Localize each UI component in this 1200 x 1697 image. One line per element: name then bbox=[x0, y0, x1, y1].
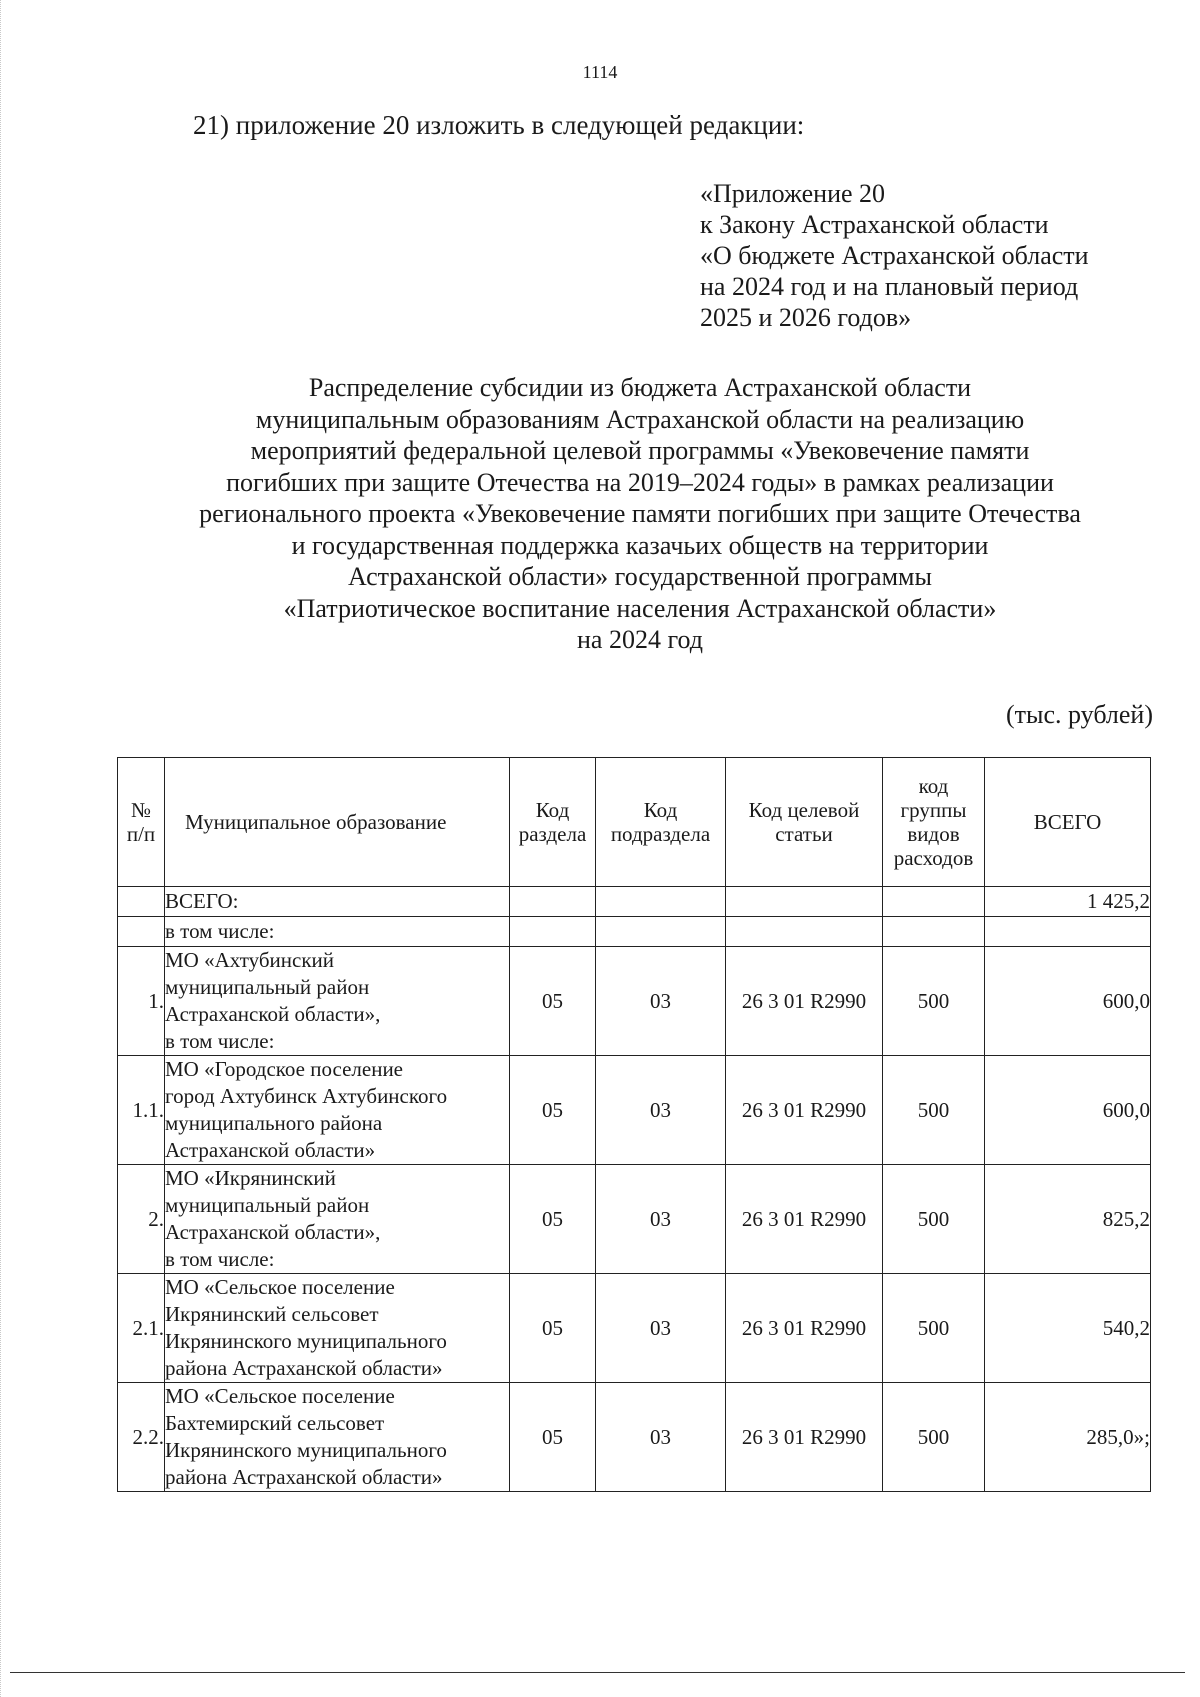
row-number: 2.1. bbox=[118, 1274, 165, 1383]
table-cell bbox=[883, 917, 985, 947]
header-num-line: № bbox=[130, 798, 152, 822]
target-code: 26 3 01 R2990 bbox=[726, 1165, 883, 1274]
table-row bbox=[118, 947, 1151, 1056]
name-line: района Астраханской области» bbox=[165, 1356, 443, 1380]
table-cell bbox=[510, 917, 596, 947]
name-line: Бахтемирский сельсовет bbox=[165, 1411, 385, 1435]
appendix-line: «О бюджете Астраханской области bbox=[700, 241, 1089, 270]
municipality-name bbox=[165, 947, 510, 1056]
section-code: 05 bbox=[510, 1383, 596, 1492]
name-line: в том числе: bbox=[165, 1247, 275, 1271]
header-expense bbox=[883, 758, 985, 887]
header-num-line: п/п bbox=[126, 822, 156, 846]
name-line: муниципальный район bbox=[165, 1193, 370, 1217]
table-row bbox=[118, 1165, 1151, 1274]
title-line: и государственная поддержка казачьих обществ на территории bbox=[291, 530, 989, 560]
name-line: муниципального района bbox=[165, 1111, 383, 1135]
total-row bbox=[118, 887, 1151, 917]
table-cell bbox=[510, 887, 596, 917]
table-cell bbox=[883, 887, 985, 917]
name-line: муниципальный район bbox=[165, 975, 370, 999]
table-cell bbox=[118, 887, 165, 917]
name-line: района Астраханской области» bbox=[165, 1465, 443, 1489]
table-row bbox=[118, 1383, 1151, 1492]
subsection-code: 03 bbox=[596, 1165, 726, 1274]
row-number: 1.1. bbox=[118, 1056, 165, 1165]
row-number: 1. bbox=[118, 947, 165, 1056]
table-row bbox=[118, 1056, 1151, 1165]
municipality-name bbox=[165, 1056, 510, 1165]
bottom-divider bbox=[10, 1672, 1185, 1673]
total-amount: 1 425,2 bbox=[985, 887, 1151, 917]
name-line: Икрянинского муниципального bbox=[165, 1329, 447, 1353]
table-cell bbox=[726, 887, 883, 917]
expense-code: 500 bbox=[883, 1165, 985, 1274]
header-target-line: Код целевой bbox=[748, 798, 860, 822]
title-line: Распределение субсидии из бюджета Астраханской области bbox=[308, 373, 972, 402]
target-code: 26 3 01 R2990 bbox=[726, 1383, 883, 1492]
subsidy-table bbox=[117, 757, 1151, 1492]
header-subsection-line: Код bbox=[643, 798, 678, 822]
row-number: 2. bbox=[118, 1165, 165, 1274]
appendix-line: к Закону Астраханской области bbox=[700, 210, 1049, 239]
table-header-row bbox=[118, 758, 1151, 887]
units-label: (тыс. рублей) bbox=[1005, 700, 1153, 729]
name-line: МО «Ахтубинский bbox=[165, 948, 335, 972]
header-expense-line: расходов bbox=[893, 846, 974, 870]
including-label: в том числе: bbox=[165, 917, 510, 947]
header-total: ВСЕГО bbox=[985, 758, 1151, 887]
expense-code: 500 bbox=[883, 1383, 985, 1492]
name-line: Икрянинский сельсовет bbox=[165, 1302, 379, 1326]
table-row bbox=[118, 1274, 1151, 1383]
header-expense-line: видов bbox=[907, 822, 960, 846]
title-line: Астраханской области» государственной программы bbox=[348, 562, 932, 591]
subsection-code: 03 bbox=[596, 1056, 726, 1165]
expense-code: 500 bbox=[883, 1056, 985, 1165]
section-code: 05 bbox=[510, 1274, 596, 1383]
table-cell bbox=[596, 917, 726, 947]
header-name: Муниципальное образование bbox=[165, 758, 510, 887]
row-number: 2.2. bbox=[118, 1383, 165, 1492]
page-number: 1114 bbox=[582, 62, 618, 82]
expense-code: 500 bbox=[883, 947, 985, 1056]
municipality-name bbox=[165, 1165, 510, 1274]
header-expense-line: группы bbox=[900, 798, 967, 822]
header-num bbox=[118, 758, 165, 887]
name-line: Астраханской области», bbox=[165, 1220, 381, 1244]
section-code: 05 bbox=[510, 1056, 596, 1165]
municipality-name bbox=[165, 1274, 510, 1383]
table-cell bbox=[118, 917, 165, 947]
table-cell bbox=[726, 917, 883, 947]
header-section bbox=[510, 758, 596, 887]
header-subsection-line: подраздела bbox=[610, 822, 711, 846]
title-line: на 2024 год bbox=[577, 625, 703, 654]
header-expense-line: код bbox=[918, 774, 949, 798]
appendix-reference bbox=[700, 178, 1089, 333]
name-line: в том числе: bbox=[165, 1029, 275, 1053]
title-line: регионального проекта «Увековечение памяти погибших при защите Отечества bbox=[199, 499, 1081, 528]
name-line: Астраханской области», bbox=[165, 1002, 381, 1026]
header-subsection bbox=[596, 758, 726, 887]
section-code: 05 bbox=[510, 1165, 596, 1274]
subsection-code: 03 bbox=[596, 1274, 726, 1383]
name-line: город Ахтубинск Ахтубинского bbox=[165, 1084, 448, 1108]
appendix-line: «Приложение 20 bbox=[700, 179, 886, 208]
including-row bbox=[118, 917, 1151, 947]
target-code: 26 3 01 R2990 bbox=[726, 1274, 883, 1383]
name-line: Икрянинского муниципального bbox=[165, 1438, 447, 1462]
section-code: 05 bbox=[510, 947, 596, 1056]
row-amount: 600,0 bbox=[985, 1056, 1151, 1165]
title-line: «Патриотическое воспитание населения Астраханской области» bbox=[283, 593, 997, 623]
name-line: МО «Сельское поселение bbox=[165, 1275, 395, 1299]
name-line: МО «Городское поселение bbox=[165, 1057, 404, 1081]
row-amount: 285,0»; bbox=[985, 1383, 1151, 1492]
target-code: 26 3 01 R2990 bbox=[726, 1056, 883, 1165]
row-amount: 540,2 bbox=[985, 1274, 1151, 1383]
table-cell bbox=[985, 917, 1151, 947]
subsection-code: 03 bbox=[596, 947, 726, 1056]
expense-code: 500 bbox=[883, 1274, 985, 1383]
subsection-code: 03 bbox=[596, 1383, 726, 1492]
appendix-line: на 2024 год и на плановый период bbox=[700, 272, 1079, 301]
header-target-line: статьи bbox=[775, 822, 833, 846]
header-target bbox=[726, 758, 883, 887]
row-amount: 600,0 bbox=[985, 947, 1151, 1056]
row-amount: 825,2 bbox=[985, 1165, 1151, 1274]
document-title bbox=[130, 372, 1150, 656]
municipality-name bbox=[165, 1383, 510, 1492]
scan-edge bbox=[0, 0, 7, 1697]
name-line: МО «Икрянинский bbox=[165, 1166, 336, 1190]
table-cell bbox=[596, 887, 726, 917]
name-line: МО «Сельское поселение bbox=[165, 1384, 395, 1408]
appendix-line: 2025 и 2026 годов» bbox=[700, 303, 912, 332]
title-line: погибших при защите Отечества на 2019–2024 годы» в рамках реализации bbox=[226, 467, 1054, 497]
target-code: 26 3 01 R2990 bbox=[726, 947, 883, 1056]
name-line: Астраханской области» bbox=[165, 1138, 376, 1162]
total-label: ВСЕГО: bbox=[165, 887, 510, 917]
header-section-line: раздела bbox=[518, 822, 587, 846]
amendment-intro: 21) приложение 20 изложить в следующей редакции: bbox=[193, 110, 805, 140]
title-line: муниципальным образованиям Астраханской области на реализацию bbox=[255, 404, 1025, 434]
header-section-line: Код bbox=[535, 798, 570, 822]
title-line: мероприятий федеральной целевой программы «Увековечение памяти bbox=[250, 436, 1030, 465]
